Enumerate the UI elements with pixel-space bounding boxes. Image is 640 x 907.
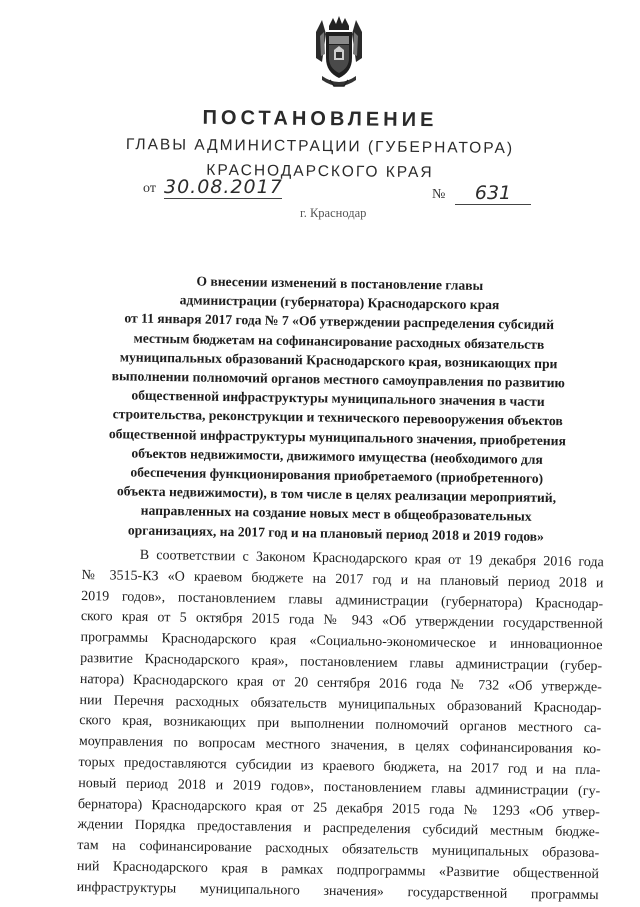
document-type-title: ПОСТАНОВЛЕНИЕ	[202, 106, 438, 132]
body-line: там на софинансирование расходных обязательств муниципальных образова-	[77, 838, 600, 862]
title-line: общественной инфраструктуры муниципального значения в части	[131, 387, 545, 410]
document-subject-title	[96, 270, 580, 546]
title-line: направленных на создание новых мест в общеобразовательных	[140, 503, 532, 525]
date-prefix: от	[143, 181, 156, 196]
body-line: В соответствии с Законом Краснодарского края от 19 декабря 2016 года	[139, 547, 604, 571]
body-line: торых предоставляются субсидии из краевого бюджета, на 2017 год и на пла-	[78, 754, 601, 779]
body-line: ского края от 5 октября 2015 года № 943 «Об утверждении государственной	[80, 609, 603, 633]
document-date: 30.08.2017	[164, 176, 283, 198]
body-line: развитие Краснодарского края», постановлением главы администрации (губер-	[80, 650, 603, 675]
body-line: 2019 годов», постановлением главы администрации (губернатора) Краснодар-	[81, 588, 604, 612]
title-line: местным бюджетам на софинансирование расходных обязательств	[133, 330, 545, 352]
body-line: инфраструктуры муниципального значения» государственной программы	[76, 879, 599, 903]
title-line: объекта недвижимости), в том числе в целях реализации мероприятий,	[116, 483, 557, 506]
krasnodar-coat-of-arms-icon	[312, 14, 366, 90]
body-line: моуправления по вопросам местного значения, в целях софинансирования ко-	[78, 734, 601, 758]
title-line: организациях, на 2017 год и на плановый период 2018 и 2019 годов»	[127, 522, 545, 544]
title-line: общественной инфраструктуры муниципального значения, приобретения	[108, 425, 567, 448]
title-line: О внесении изменений в постановление главы	[196, 273, 484, 294]
number-prefix: №	[432, 187, 446, 202]
body-line: нии Перечня расходных обязательств муниципальных образований Краснодар-	[79, 692, 602, 716]
issuer-line-1: ГЛАВЫ АДМИНИСТРАЦИИ (ГУБЕРНАТОРА)	[125, 135, 515, 158]
title-line: муниципальных образований Краснодарского края, возникающих при	[119, 349, 558, 372]
body-line: новый период 2018 и 2019 годов», постановлением главы администрации (гу-	[78, 775, 601, 799]
title-line: выполнении полномочий органов местного самоуправления по развитию	[111, 368, 565, 391]
body-line: бернатора) Краснодарского края от 25 декабря 2015 года № 1293 «Об утвер-	[77, 796, 600, 820]
document-number: 631	[455, 182, 531, 205]
body-line: № 3515-КЗ «О краевом бюджете на 2017 год и на плановый период 2018 и	[81, 567, 604, 591]
body-line: ского края, возникающих при выполнении полномочий органов местного са-	[79, 713, 602, 737]
body-line: ний Краснодарского края в рамках подпрограммы «Развитие общественной	[76, 858, 600, 883]
document-body	[76, 545, 603, 907]
title-line: объектов недвижимости, движимого имущества (необходимого для	[131, 445, 543, 467]
body-line: ждении Порядка предоставления и распределения субсидий местным бюдже-	[77, 817, 600, 841]
issuer-line-2: КРАСНОДАРСКОГО КРАЯ	[206, 161, 434, 182]
title-line: строительства, реконструкции и технического перевооружения объектов	[112, 406, 563, 429]
body-line: натора) Краснодарского края от 20 сентября 2016 года № 732 «Об утвержде-	[79, 671, 602, 695]
title-line: обеспечения функционирования приобретаемого (приобретенного)	[130, 464, 544, 487]
body-line: программы Краснодарского края «Социально-экономическое и инновационное	[80, 630, 603, 654]
city-name: г. Краснодар	[300, 206, 367, 220]
title-line: от 11 января 2017 года № 7 «Об утверждении распределения субсидий	[124, 310, 555, 333]
title-line: администрации (губернатора) Краснодарского края	[179, 292, 500, 313]
